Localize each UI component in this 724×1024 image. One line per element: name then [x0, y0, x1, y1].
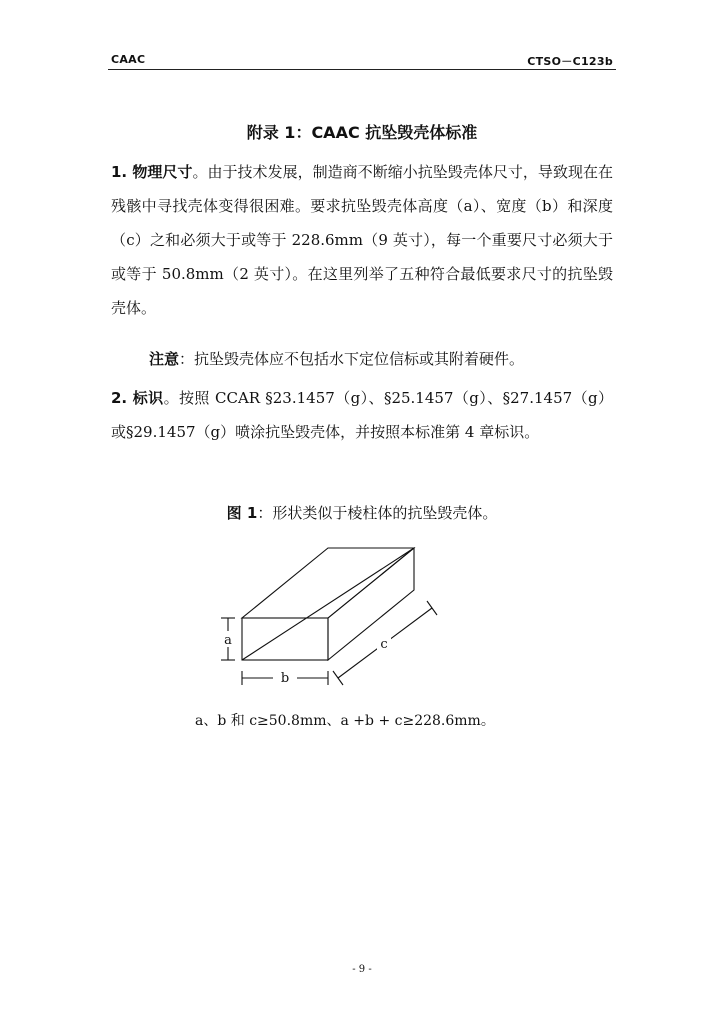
section2-heading: 2. 标识	[111, 389, 164, 407]
label-a: a	[224, 633, 232, 648]
prism-diagram	[212, 540, 452, 704]
section1-text: 。由于技术发展，制造商不断缩小抗坠毁壳体尺寸，导致现在在残骸中寻找壳体变得很困难。要求抗坠毁壳体高度（a）、宽度（b）和深度（c）之和必须大于或等于 228.6mm（9 英寸），每一个重要尺寸必须大于或等于 50.8mm（2 英寸）。在这里列举了五种符合最低要求尺寸的抗坠毁壳体。	[111, 163, 613, 317]
header-left-label: CAAC	[111, 53, 146, 66]
prism-top-face	[242, 548, 414, 618]
figure-title-lead: 图 1	[226, 504, 258, 522]
section1-heading: 1. 物理尺寸	[111, 163, 193, 181]
page-title: 附录 1：CAAC 抗坠毁壳体标准	[246, 123, 478, 142]
note-text: ：抗坠毁壳体应不包括水下定位信标或其附着硬件。	[179, 350, 525, 368]
label-c: c	[380, 637, 388, 652]
header-right-label: CTSO－C123b	[527, 55, 613, 68]
label-b: b	[280, 671, 290, 686]
section-marking	[111, 381, 613, 449]
section2-text: 。按照 CCAR §23.1457（g）、§25.1457（g）、§27.1457（g）或§29.1457（g）喷涂抗坠毁壳体，并按照本标准第 4 章标识。	[111, 389, 613, 441]
figure-caption: a、b 和 c≥50.8mm、a +b + c≥228.6mm。	[195, 713, 495, 729]
note-heading: 注意	[149, 350, 180, 368]
prism-front-face	[242, 618, 328, 660]
figure-title-text: ：形状类似于棱柱体的抗坠毁壳体。	[257, 504, 498, 522]
note-paragraph	[111, 342, 613, 376]
page-number: - 9 -	[352, 964, 372, 975]
figure-title	[0, 502, 724, 523]
section-physical-dimensions	[111, 155, 613, 325]
header-divider	[108, 69, 616, 70]
prism-side-face	[328, 548, 414, 660]
